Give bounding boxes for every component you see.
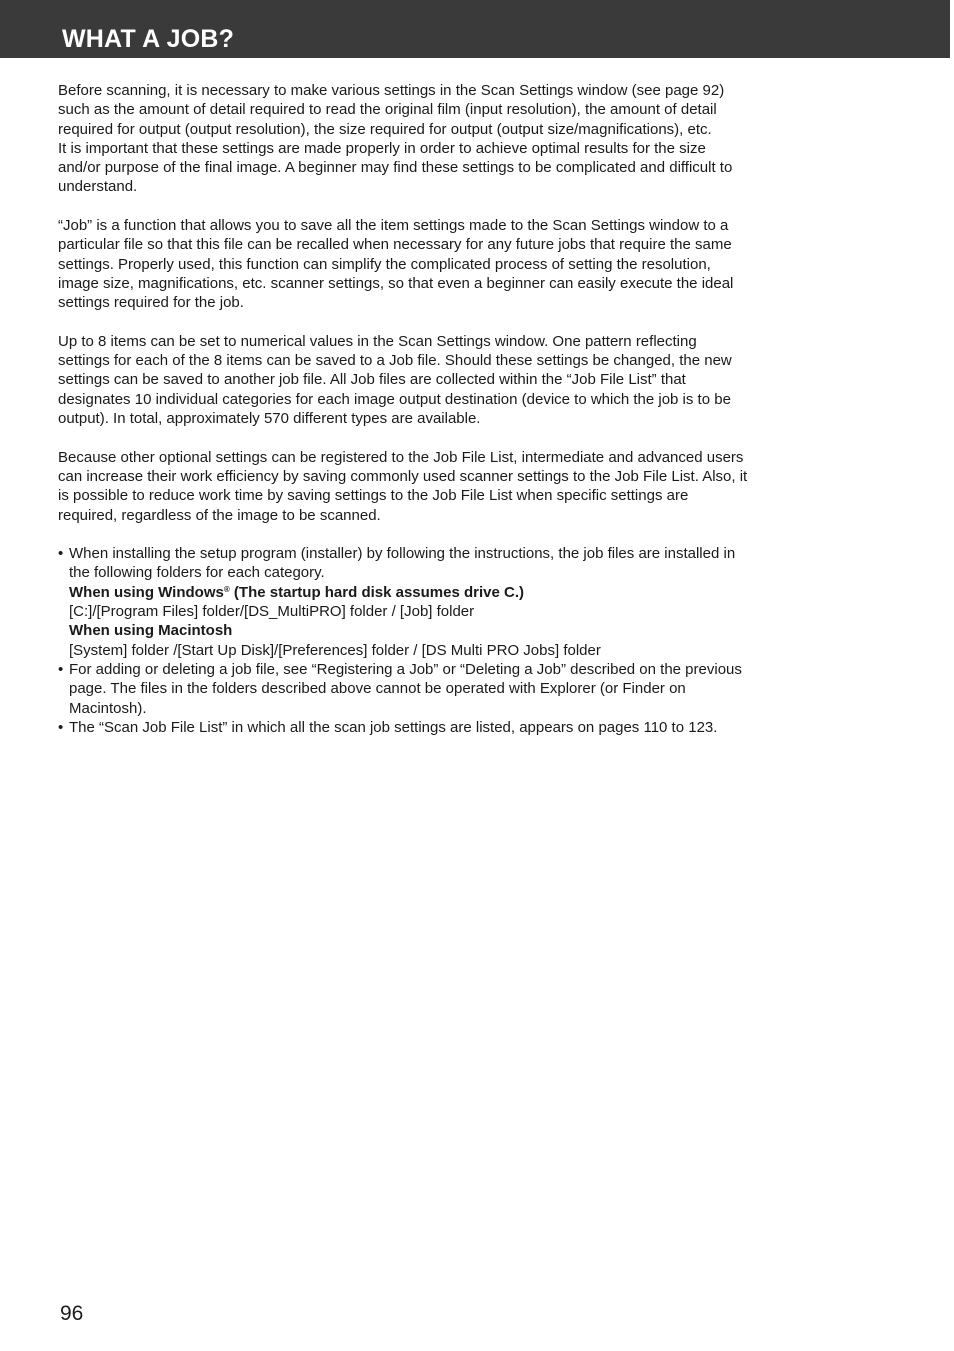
bullet-mark: •	[58, 545, 64, 563]
page-number: 96	[60, 1302, 84, 1325]
paragraph-intro: Before scanning, it is necessary to make various settings in the Scan Settings window (see page 92) such as the amount of detail required to read the original film (input resolution), the amount of detail required for output (output resolution), the size required for output (output size/magnifications), etc.	[58, 82, 725, 138]
registered-mark: ®	[223, 584, 230, 594]
notes-list	[58, 544, 748, 737]
bullet-mark: •	[58, 718, 64, 736]
paragraph-job-file-list: Up to 8 items can be set to numerical values in the Scan Settings window. One pattern reflecting settings for each of the 8 items can be saved to a Job file. Should these settings be changed, the new settings can be saved to another job file. All Job files are collected within the “Job File List” that designates 10 individual categories for each image output destination (device to which the job is to be output). In total, approximately 570 different types are available.	[58, 332, 732, 428]
bullet-mark: •	[58, 660, 64, 678]
note-item-add-delete	[58, 660, 748, 718]
windows-heading	[69, 583, 748, 602]
note-installer-text: When installing the setup program (installer) by following the instructions, the job files are installed in the following folders for each category.	[69, 545, 736, 582]
note-item-installer	[58, 544, 748, 660]
page-title: WHAT A JOB?	[62, 25, 235, 53]
note-scan-job-list-text: The “Scan Job File List” in which all the scan job settings are listed, appears on pages 110 to 123.	[69, 718, 718, 736]
paragraph-advanced-users: Because other optional settings can be registered to the Job File List, intermediate and advanced users can increase their work efficiency by saving commonly used scanner settings to the Job File List. Also, it is possible to reduce work time by saving settings to the Job File List when specific settings are required, regardless of the image to be scanned.	[58, 448, 748, 524]
windows-folder-path: [C:]/[Program Files] folder/[DS_MultiPRO] folder / [Job] folder	[69, 603, 475, 621]
main-content	[58, 81, 748, 737]
macintosh-heading: When using Macintosh	[69, 622, 233, 640]
macintosh-folder-path: [System] folder /[Start Up Disk]/[Preferences] folder / [DS Multi PRO Jobs] folder	[69, 641, 601, 659]
paragraph-spacer	[58, 313, 748, 332]
header-bar	[0, 0, 950, 58]
note-add-delete-text: For adding or deleting a job file, see “Registering a Job” or “Deleting a Job” described on the previous page. The files in the folders described above cannot be operated with Explorer (or Finder on Macintosh).	[69, 660, 742, 717]
windows-heading-text: When using Windows	[69, 583, 224, 601]
paragraph-spacer	[58, 197, 748, 216]
paragraph-job-definition: “Job” is a function that allows you to save all the item settings made to the Scan Settings window to a particular file so that this file can be recalled when necessary for any future jobs that require the same settings. Properly used, this function can simplify the complicated process of setting the resolution, image size, magnifications, etc. scanner settings, so that even a beginner can easily execute the ideal settings required for the job.	[58, 217, 734, 312]
windows-heading-note: (The startup hard disk assumes drive C.)	[229, 583, 525, 601]
paragraph-spacer	[58, 525, 748, 544]
paragraph-spacer	[58, 428, 748, 447]
paragraph-intro-continued: It is important that these settings are made properly in order to achieve optimal results for the size and/or purpose of the final image. A beginner may find these settings to be complicated and difficult to understand.	[58, 139, 733, 196]
note-item-scan-job-list	[58, 718, 748, 737]
